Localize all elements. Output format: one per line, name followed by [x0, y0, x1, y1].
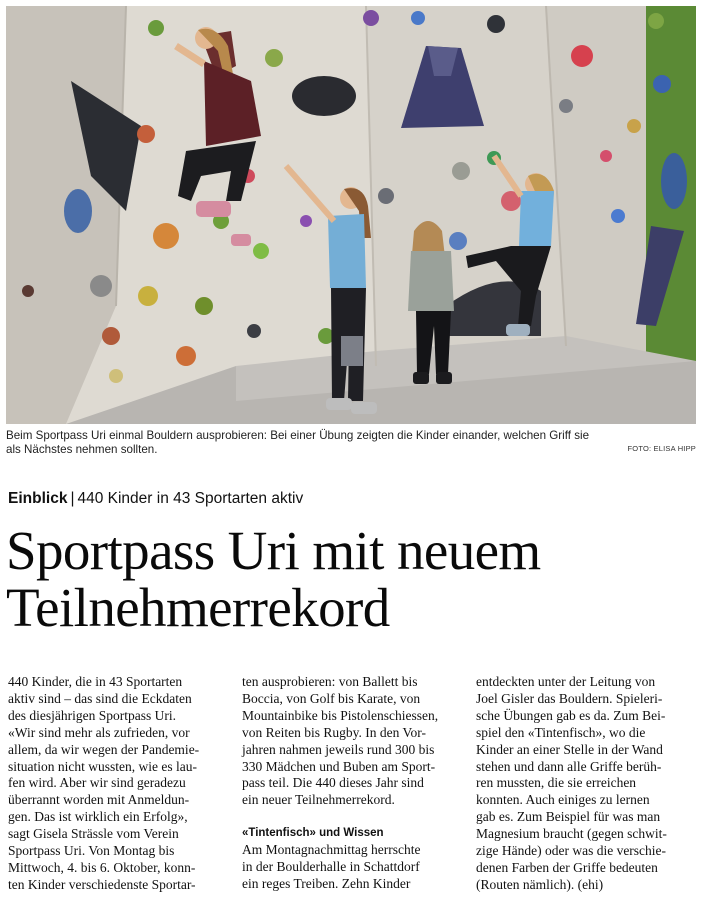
body-line: fen wird. Aber wir sind geradezu	[8, 775, 186, 791]
body-line: gen. Das ist wirklich ein Erfolg»,	[8, 809, 188, 825]
paragraph-gap	[242, 809, 462, 825]
body-line: des diesjährigen Sportpass Uri.	[8, 707, 176, 723]
body-line: überrannt worden mit Anmeldun-	[8, 792, 190, 808]
body-line: «Wir sind mehr als zufrieden, vor	[8, 724, 190, 740]
body-line: Sportpass Uri. Von Montag bis	[8, 843, 175, 859]
body-line: von Reiten bis Rugby. In den Vor-	[242, 724, 426, 740]
body-line: Mittwoch, 4. bis 6. Oktober, konn-	[8, 859, 196, 875]
body-line: ten Kinder verschiedenste Sportar-	[8, 876, 196, 892]
body-line: sagt Gisela Strässle vom Verein	[8, 826, 179, 842]
body-line: ren mussten, die sie erreichen	[476, 775, 637, 791]
body-line: Joel Gisler das Bouldern. Spieleri-	[476, 690, 663, 706]
climbing-wall-illustration	[6, 6, 696, 424]
body-line: 440 Kinder, die in 43 Sportarten	[8, 674, 183, 689]
body-line: ein reges Treiben. Zehn Kinder	[242, 875, 411, 891]
headline-line-2: Teilnehmerrekord	[6, 577, 390, 638]
body-line: entdeckten unter der Leitung von	[476, 674, 656, 689]
photo-credit: FOTO: ELISA HIPP	[627, 444, 696, 453]
body-line: allem, da wir wegen der Pandemie-	[8, 741, 200, 757]
body-line: gab es. Zum Beispiel für was man	[476, 809, 661, 825]
headline	[6, 522, 700, 636]
body-line: stehen und dann alle Griffe berüh-	[476, 758, 662, 774]
kicker	[8, 490, 303, 508]
body-line: Mountainbike bis Pistolenschiessen,	[242, 707, 439, 723]
kicker-label: Einblick	[8, 490, 68, 507]
body-column-2	[242, 674, 462, 893]
body-line: zige Hände) oder was die verschie-	[476, 843, 667, 859]
body-line: aktiv sind – das sind die Eckdaten	[8, 690, 192, 706]
body-line: sche Übungen gab es da. Zum Bei-	[476, 707, 666, 723]
headline-line-1: Sportpass Uri mit neuem	[6, 520, 541, 581]
body-line: pass teil. Die 440 dieses Jahr sind	[242, 775, 424, 791]
body-line: jahren nahmen jeweils rund 300 bis	[242, 741, 435, 757]
body-column-3	[476, 674, 698, 894]
kicker-text: 440 Kinder in 43 Sportarten aktiv	[77, 490, 304, 507]
subheading: «Tintenfisch» und Wissen	[242, 827, 384, 840]
article-photo	[6, 6, 696, 424]
body-line: konnten. Auch einiges zu lernen	[476, 792, 650, 808]
kicker-separator: |	[70, 490, 75, 507]
body-line: ten ausprobieren: von Ballett bis	[242, 674, 418, 689]
caption-line-2: als Nächstes nehmen sollten.	[6, 443, 158, 456]
body-line: (Routen nämlich). (ehi)	[476, 876, 604, 892]
body-line: denen Farben der Griffe bedeuten	[476, 859, 658, 875]
body-line: Boccia, von Golf bis Karate, von	[242, 690, 421, 706]
body-column-1	[8, 674, 228, 894]
photo-caption	[6, 429, 696, 457]
body-line: Am Montagnachmittag herrschte	[242, 842, 421, 858]
body-line: in der Boulderhalle in Schattdorf	[242, 859, 420, 875]
body-line: 330 Mädchen und Buben am Sport-	[242, 758, 436, 774]
body-line: situation nicht wussten, wie es lau-	[8, 758, 197, 774]
body-line: Kinder an einer Stelle in der Wand	[476, 741, 663, 757]
body-line: ein neuer Teilnehmerrekord.	[242, 792, 395, 808]
caption-line-1: Beim Sportpass Uri einmal Bouldern ausprobieren: Bei einer Übung zeigten die Kinder einander, welchen Griff sie	[6, 429, 590, 442]
body-line: Magnesium braucht (gegen schwit-	[476, 826, 667, 842]
body-line: spiel den «Tintenfisch», wo die	[476, 724, 646, 740]
